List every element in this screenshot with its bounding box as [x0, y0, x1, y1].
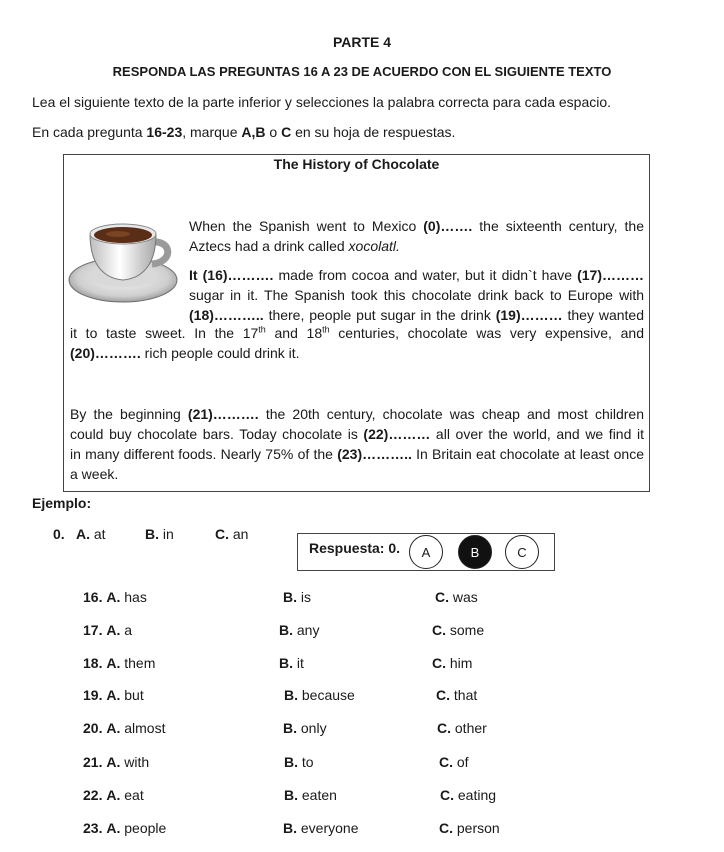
- instruction-line-2: En cada pregunta 16-23, marque A,B o C en su hoja de respuestas.: [32, 124, 456, 140]
- reading-paragraph-2-top: It (16)………. made from cocoa and water, but it didn`t have (17)……… sugar in it. The Spanish took this chocolate drink back to Europe with (18)……….. there, people put sugar in the drink (19)……… they wanted: [189, 267, 645, 323]
- question-option-c: C. other: [437, 720, 487, 736]
- question-option-b: B. everyone: [283, 820, 359, 836]
- question-option-c: C. eating: [440, 787, 497, 803]
- question-option-c: C. was: [435, 589, 478, 605]
- example-option-b: B. in: [145, 526, 174, 542]
- question-option-a: 20. A. almost: [83, 720, 166, 736]
- example-question: 0.: [53, 526, 65, 542]
- example-option-c: C. an: [215, 526, 249, 542]
- question-option-b: B. eaten: [284, 787, 337, 803]
- question-option-a: 22. A. eat: [83, 787, 144, 803]
- question-option-a: 16. A. has: [83, 589, 147, 605]
- question-option-a: 19. A. but: [83, 687, 144, 703]
- answer-bubble-b-selected: B: [458, 535, 492, 569]
- coffee-cup-icon: [68, 210, 182, 306]
- example-label: Ejemplo:: [32, 495, 92, 511]
- reading-paragraph-1: When the Spanish went to Mexico (0)……. the sixteenth century, the Aztecs had a drink called xocolatl.: [189, 218, 645, 254]
- reading-paragraph-2-bottom: it to taste sweet. In the 17th and 18th centuries, chocolate was very expensive, and (20)………. rich people could drink it.: [70, 324, 644, 361]
- example-answer-label: Respuesta: 0.: [309, 540, 401, 556]
- reading-title: The History of Chocolate: [273, 156, 440, 172]
- question-option-b: B. any: [279, 622, 320, 638]
- part-title: PARTE 4: [332, 34, 392, 50]
- question-option-a: 18. A. them: [83, 655, 156, 671]
- question-option-c: C. him: [432, 655, 473, 671]
- question-option-b: B. it: [279, 655, 304, 671]
- question-option-a: 17. A. a: [83, 622, 133, 638]
- question-option-b: B. is: [283, 589, 311, 605]
- question-option-c: C. some: [432, 622, 485, 638]
- example-option-a: A. at: [76, 526, 106, 542]
- answer-bubble-a: A: [409, 535, 443, 569]
- question-option-c: C. that: [436, 687, 478, 703]
- reading-paragraph-3: By the beginning (21)………. the 20th century, chocolate was cheap and most children could buy chocolate bars. Today chocolate is (22)……… all over the world, and we find it in many different foods. Nearly 75% of the (23)……….. In Britain eat chocolate at least once a week.: [70, 406, 644, 482]
- question-option-c: C. person: [439, 820, 500, 836]
- question-option-b: B. to: [284, 754, 314, 770]
- question-option-a: 21. A. with: [83, 754, 150, 770]
- answer-bubble-c: C: [505, 535, 539, 569]
- question-option-b: B. because: [284, 687, 355, 703]
- question-option-b: B. only: [283, 720, 327, 736]
- question-option-c: C. of: [439, 754, 469, 770]
- instruction-title: RESPONDA LAS PREGUNTAS 16 A 23 DE ACUERDO CON EL SIGUIENTE TEXTO: [112, 64, 612, 79]
- question-option-a: 23. A. people: [83, 820, 167, 836]
- instruction-line-1: Lea el siguiente texto de la parte inferior y selecciones la palabra correcta para cada espacio.: [32, 94, 612, 110]
